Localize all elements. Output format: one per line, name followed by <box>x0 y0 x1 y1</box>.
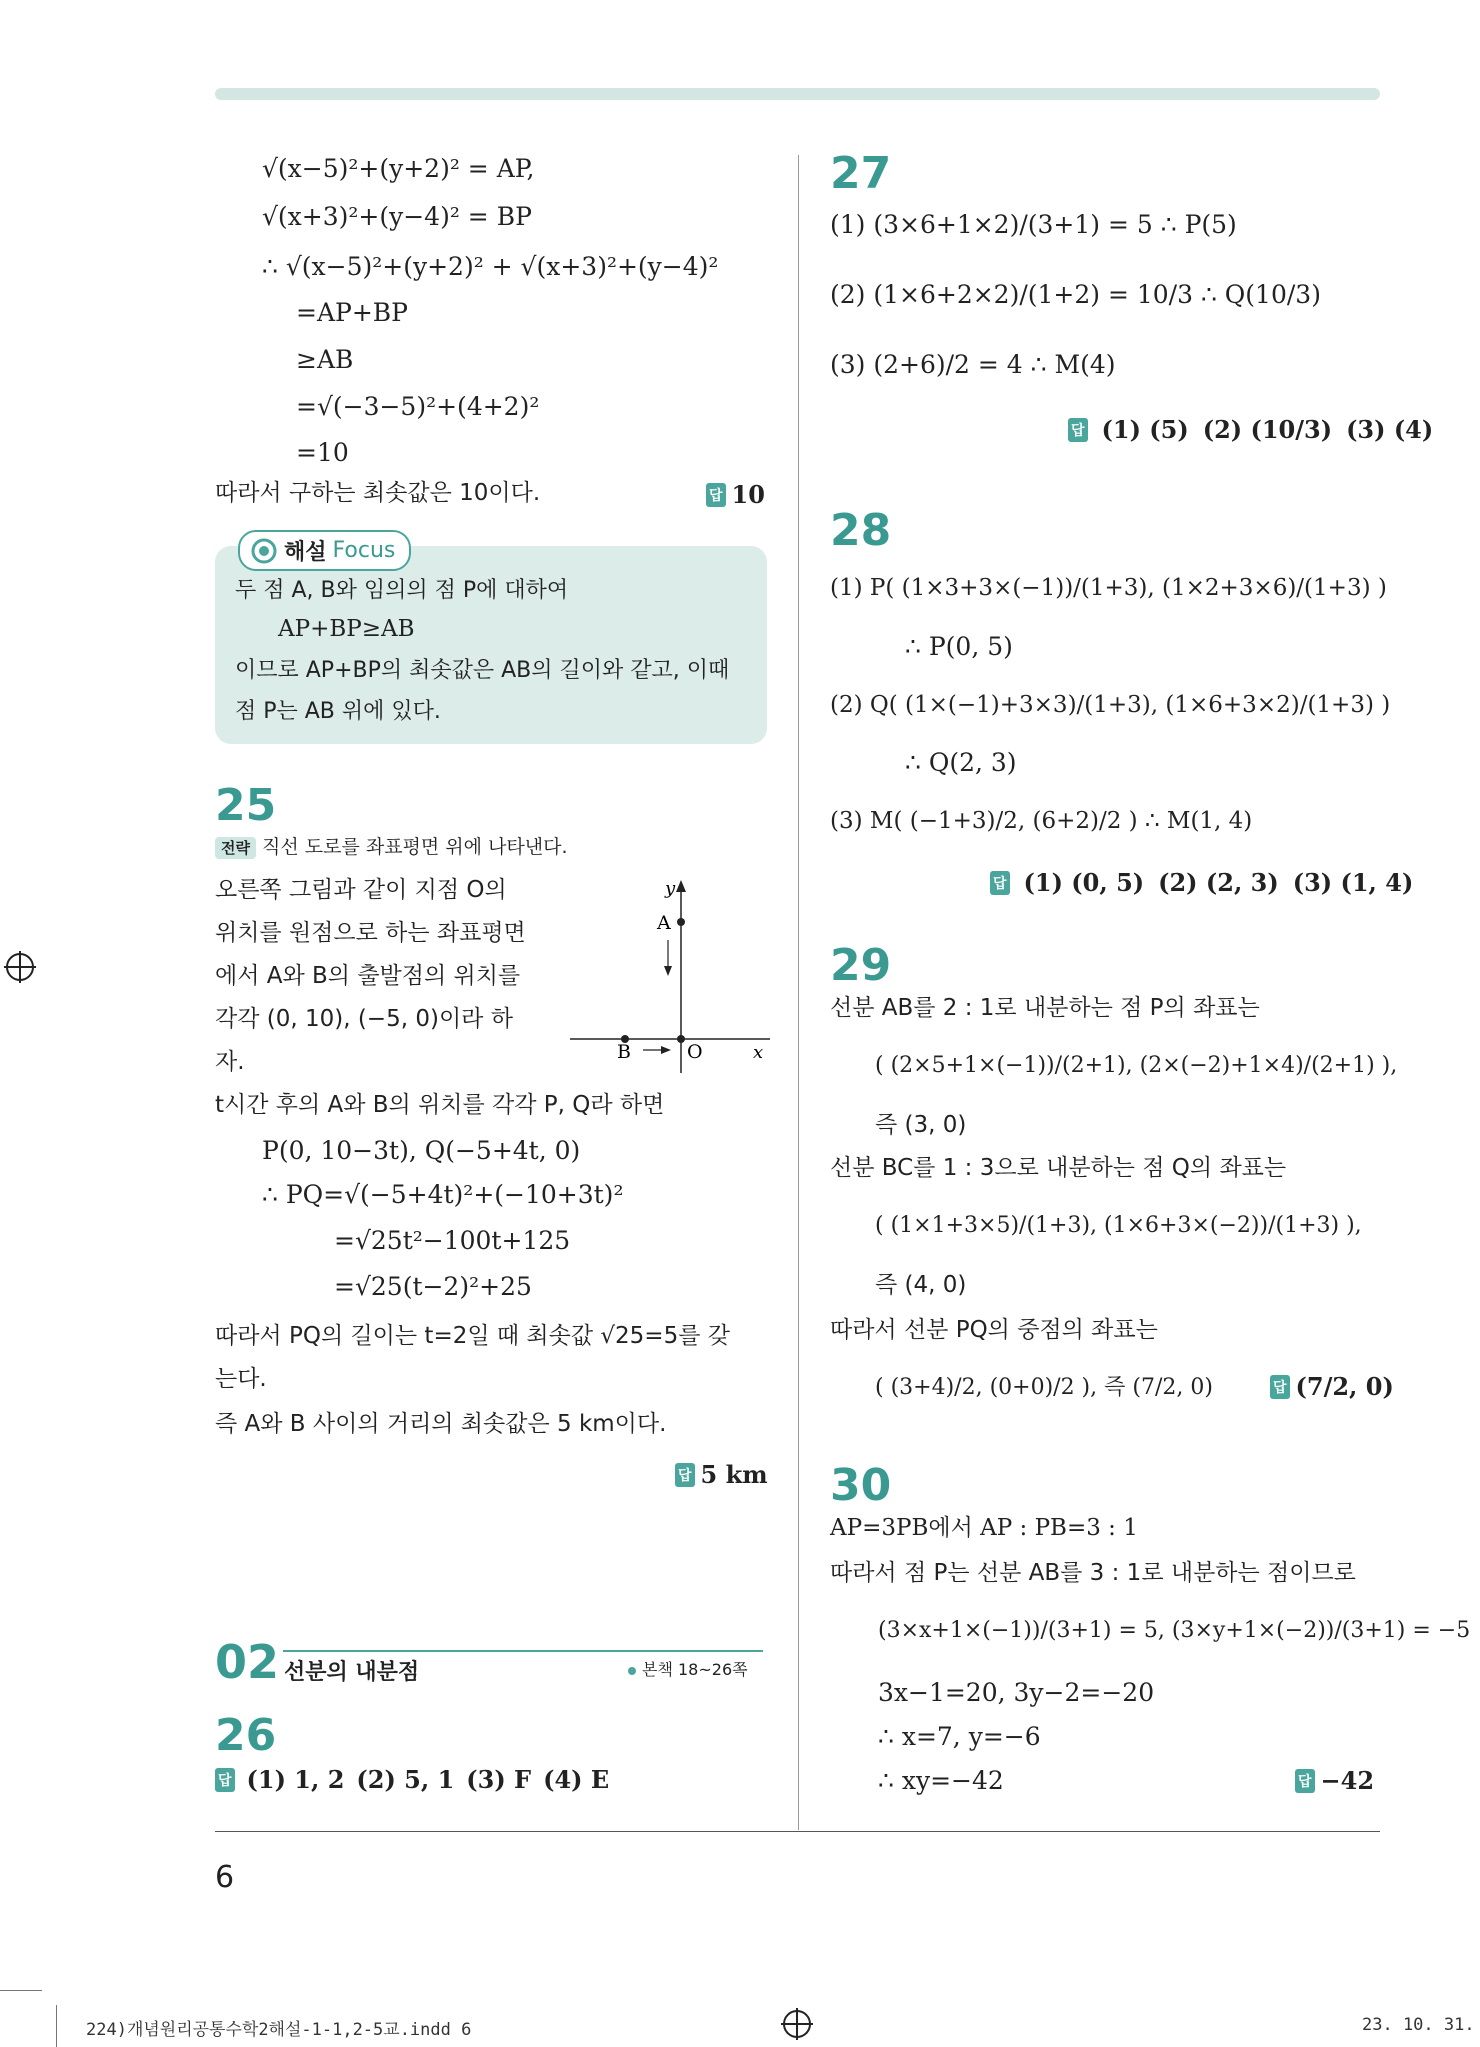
crop-mark <box>0 1990 42 1991</box>
answer-label: 답 <box>1270 1375 1290 1399</box>
arrow-b-head <box>661 1046 671 1054</box>
formula-line: (2) Q( (1×(−1)+3×3)/(1+3), (1×6+3×2)/(1+3) ) <box>830 692 1391 718</box>
focus-title-korean: 해설 <box>284 540 327 565</box>
problem-text: 즉 (3, 0) <box>875 1112 967 1138</box>
coordinate-figure <box>565 878 780 1078</box>
o-label: O <box>687 1041 703 1063</box>
section-reference-text: 본책 18~26쪽 <box>642 1660 748 1679</box>
b-label: B <box>617 1041 631 1063</box>
focus-line: 두 점 A, B와 임의의 점 P에 대하여 <box>235 578 569 603</box>
formula-line: ∴ PQ=√(−5+4t)²+(−10+3t)² <box>262 1180 624 1209</box>
y-axis-arrow <box>676 880 686 892</box>
formula-line: (3) (2+6)/2 = 4 ∴ M(4) <box>830 350 1116 379</box>
problem-text: 즉 A와 B 사이의 거리의 최솟값은 5 km이다. <box>215 1411 667 1437</box>
crop-mark <box>56 2005 57 2047</box>
answer-part: (2) (2, 3) <box>1158 868 1279 897</box>
problem-text: 즉 (4, 0) <box>875 1272 967 1298</box>
problem-text: 는다. <box>215 1366 267 1392</box>
strategy-line <box>215 836 568 859</box>
answer-value: 5 km <box>700 1460 768 1489</box>
answer-label: 답 <box>1295 1769 1315 1793</box>
point-o <box>677 1035 685 1043</box>
answer-part: (4) E <box>543 1765 610 1794</box>
formula-line: (1) (3×6+1×2)/(3+1) = 5 ∴ P(5) <box>830 210 1237 239</box>
focus-target-icon <box>250 537 278 565</box>
problem-number: 30 <box>830 1460 892 1511</box>
formula-line: =√25t²−100t+125 <box>334 1226 571 1255</box>
answer-label: 답 <box>990 871 1010 895</box>
answer-part: (2) (10/3) <box>1202 415 1333 444</box>
answer-26 <box>215 1765 609 1794</box>
footer-filename: 224)개념원리공통수학2해설-1-1,2-5교.indd 6 <box>86 2020 472 2040</box>
problem-text: 자. <box>215 1049 245 1075</box>
conclusion-text: 따라서 구하는 최솟값은 10이다. <box>215 480 541 506</box>
formula-line: ∴ √(x−5)²+(y+2)² + √(x+3)²+(y−4)² <box>262 252 719 281</box>
answer-part: (1) 1, 2 <box>246 1765 345 1794</box>
focus-line: AP+BP≥AB <box>278 616 415 642</box>
formula-line: (1) P( (1×3+3×(−1))/(1+3), (1×2+3×6)/(1+3) ) <box>830 575 1387 601</box>
answer-27 <box>1068 415 1433 444</box>
formula-line: =AP+BP <box>296 298 408 327</box>
problem-text: 선분 BC를 1 : 3으로 내분하는 점 Q의 좌표는 <box>830 1155 1287 1181</box>
formula-line: ∴ xy=−42 <box>878 1766 1004 1795</box>
answer-part: (3) (1, 4) <box>1292 868 1414 897</box>
problem-text: t시간 후의 A와 B의 위치를 각각 P, Q라 하면 <box>215 1092 665 1118</box>
formula-line: ∴ x=7, y=−6 <box>878 1722 1041 1751</box>
answer-25 <box>675 1460 768 1489</box>
formula-line: ∴ Q(2, 3) <box>905 748 1017 777</box>
focus-title <box>238 530 411 571</box>
focus-title-english: Focus <box>332 538 396 563</box>
answer-24 <box>706 480 765 509</box>
answer-part: (3) F <box>466 1765 532 1794</box>
formula-line: =√25(t−2)²+25 <box>334 1272 532 1301</box>
footer-date: 23. 10. 31. <box>1362 2015 1475 2035</box>
problem-number: 27 <box>830 148 892 199</box>
formula-line: √(x+3)²+(y−4)² = BP <box>262 202 532 231</box>
answer-label: 답 <box>706 483 726 507</box>
formula-line: P(0, 10−3t), Q(−5+4t, 0) <box>262 1136 581 1165</box>
problem-text: 따라서 점 P는 선분 AB를 3 : 1로 내분하는 점이므로 <box>830 1560 1356 1586</box>
formula-line: 3x−1=20, 3y−2=−20 <box>878 1678 1155 1707</box>
problem-number: 26 <box>215 1710 277 1761</box>
column-separator <box>798 155 799 1830</box>
problem-number: 25 <box>215 780 277 831</box>
formula-line: (3) M( (−1+3)/2, (6+2)/2 ) ∴ M(1, 4) <box>830 808 1253 834</box>
answer-value: (7/2, 0) <box>1295 1372 1394 1401</box>
problem-text: 위치를 원점으로 하는 좌표평면 <box>215 920 526 946</box>
problem-text: 에서 A와 B의 출발점의 위치를 <box>215 963 521 989</box>
page-number: 6 <box>215 1860 235 1895</box>
registration-mark-icon <box>6 953 34 981</box>
problem-text: 따라서 선분 PQ의 중점의 좌표는 <box>830 1317 1158 1343</box>
point-a <box>677 918 685 926</box>
formula-line: AP=3PB에서 AP : PB=3 : 1 <box>830 1515 1138 1541</box>
bottom-rule <box>215 1831 1380 1832</box>
answer-label: 답 <box>675 1463 695 1487</box>
answer-29 <box>1270 1372 1394 1401</box>
registration-mark-icon <box>783 2010 811 2038</box>
problem-number: 29 <box>830 940 892 991</box>
problem-text: 각각 (0, 10), (−5, 0)이라 하 <box>215 1006 513 1032</box>
problem-text: 선분 AB를 2 : 1로 내분하는 점 P의 좌표는 <box>830 995 1260 1021</box>
formula-line: ≥AB <box>296 345 354 374</box>
answer-label: 답 <box>215 1768 235 1792</box>
answer-label: 답 <box>1068 418 1088 442</box>
focus-line: 점 P는 AB 위에 있다. <box>235 699 441 724</box>
problem-number: 28 <box>830 505 892 556</box>
strategy-text: 직선 도로를 좌표평면 위에 나타낸다. <box>261 836 568 858</box>
formula-line: (3×x+1×(−1))/(3+1) = 5, (3×y+1×(−2))/(3+1) = −5 <box>878 1618 1471 1643</box>
formula-line: ( (2×5+1×(−1))/(2+1), (2×(−2)+1×4)/(2+1) ), <box>875 1053 1398 1078</box>
formula-line: ( (1×1+3×5)/(1+3), (1×6+3×(−2))/(1+3) ), <box>875 1213 1362 1238</box>
a-label: A <box>657 912 671 934</box>
answer-part: (3) (4) <box>1346 415 1434 444</box>
answer-part: (1) (5) <box>1101 415 1189 444</box>
answer-28 <box>990 868 1413 897</box>
formula-line: ( (3+4)/2, (0+0)/2 ), 즉 (7/2, 0) <box>875 1375 1213 1400</box>
formula-line: =√(−3−5)²+(4+2)² <box>296 392 540 421</box>
formula-line: ∴ P(0, 5) <box>905 632 1013 661</box>
problem-text: 오른쪽 그림과 같이 지점 O의 <box>215 877 507 903</box>
formula-line: =10 <box>296 438 349 467</box>
answer-part: (1) (0, 5) <box>1023 868 1145 897</box>
answer-value: 10 <box>731 480 765 509</box>
formula-line: √(x−5)²+(y+2)² = AP, <box>262 154 535 183</box>
strategy-tag: 전략 <box>215 837 256 859</box>
top-decorative-bar <box>215 88 1380 100</box>
arrow-a-head <box>664 966 672 976</box>
formula-line: (2) (1×6+2×2)/(1+2) = 10/3 ∴ Q(10/3) <box>830 280 1321 309</box>
section-rule <box>283 1650 763 1652</box>
x-label: x <box>753 1042 764 1063</box>
y-label: y <box>665 878 676 899</box>
section-title: 선분의 내분점 <box>284 1660 420 1685</box>
section-number: 02 <box>215 1635 280 1689</box>
answer-part: (2) 5, 1 <box>356 1765 455 1794</box>
section-reference <box>628 1657 748 1680</box>
answer-value: −42 <box>1320 1766 1375 1795</box>
problem-text: 따라서 PQ의 길이는 t=2일 때 최솟값 √25=5를 갖 <box>215 1323 730 1349</box>
answer-30 <box>1295 1766 1374 1795</box>
focus-line: 이므로 AP+BP의 최솟값은 AB의 길이와 같고, 이때 <box>235 658 730 683</box>
bullet-dot <box>628 1667 636 1675</box>
